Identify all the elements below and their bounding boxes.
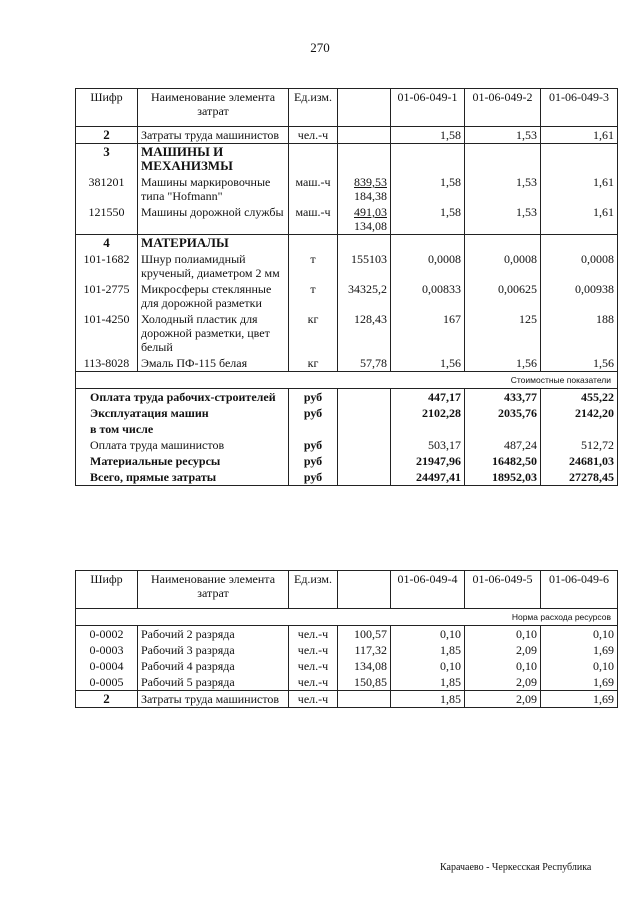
row-value xyxy=(541,235,618,252)
row-value: 1,58 xyxy=(391,127,465,144)
row-name: МАТЕРИАЛЫ xyxy=(138,235,289,252)
row-value: 2,09 xyxy=(465,674,541,691)
summary-value: 27278,45 xyxy=(541,469,618,486)
row-value: 1,56 xyxy=(541,355,618,372)
table-row xyxy=(76,311,618,355)
table-row xyxy=(76,658,618,674)
resource-norm-label: Норма расхода ресурсов xyxy=(76,609,618,626)
row-unit: кг xyxy=(289,311,338,355)
footer-region: Карачаево - Черкесская Республика xyxy=(440,862,592,873)
table-row xyxy=(76,251,618,281)
header-col-a: 01-06-049-1 xyxy=(391,89,465,127)
header-col-price xyxy=(338,571,391,609)
row-price xyxy=(338,281,391,311)
cost-indicators-label: Стоимостные показатели xyxy=(76,372,618,389)
summary-unit xyxy=(289,421,338,437)
row-price xyxy=(338,626,391,643)
header-col-code: Шифр xyxy=(76,89,138,127)
header-col-unit: Ед.изм. xyxy=(289,89,338,127)
row-value: 0,10 xyxy=(465,658,541,674)
row-unit xyxy=(289,235,338,252)
section-note-row xyxy=(76,609,618,626)
row-value: 1,61 xyxy=(541,174,618,204)
row-value: 1,85 xyxy=(391,691,465,708)
row-name: Эмаль ПФ-115 белая xyxy=(138,355,289,372)
row-value: 1,85 xyxy=(391,674,465,691)
summary-unit: руб xyxy=(289,389,338,406)
summary-price xyxy=(338,469,391,486)
page-number: 270 xyxy=(310,40,330,55)
header-row xyxy=(76,89,618,127)
summary-value: 18952,03 xyxy=(465,469,541,486)
row-name: Рабочий 3 разряда xyxy=(138,642,289,658)
row-unit: кг xyxy=(289,355,338,372)
summary-value: 16482,50 xyxy=(465,453,541,469)
section-note-row xyxy=(76,372,618,389)
header-col-c: 01-06-049-3 xyxy=(541,89,618,127)
summary-value: 24681,03 xyxy=(541,453,618,469)
row-code: 381201 xyxy=(76,174,138,204)
row-unit: маш.-ч xyxy=(289,174,338,204)
row-value xyxy=(465,144,541,175)
row-price xyxy=(338,642,391,658)
row-value: 0,10 xyxy=(541,626,618,643)
row-unit: чел.-ч xyxy=(289,642,338,658)
price-value: 57,78 xyxy=(360,356,387,370)
row-code: 2 xyxy=(76,691,138,708)
row-code: 113-8028 xyxy=(76,355,138,372)
row-value: 1,53 xyxy=(465,204,541,235)
summary-value: 512,72 xyxy=(541,437,618,453)
row-value: 0,0008 xyxy=(465,251,541,281)
row-value: 0,0008 xyxy=(391,251,465,281)
header-row xyxy=(76,571,618,609)
row-value xyxy=(391,235,465,252)
row-value: 0,10 xyxy=(465,626,541,643)
cost-table-1 xyxy=(75,88,618,486)
header-col-name: Наименование элемента затрат xyxy=(138,89,289,127)
row-name: Холодный пластик для дорожной разметки, цвет белый xyxy=(138,311,289,355)
summary-price xyxy=(338,389,391,406)
summary-value: 503,17 xyxy=(391,437,465,453)
row-value: 1,69 xyxy=(541,674,618,691)
price-value: 34325,2 xyxy=(348,282,387,296)
summary-name: в том числе xyxy=(76,421,289,437)
row-price xyxy=(338,251,391,281)
row-value xyxy=(541,144,618,175)
row-value: 167 xyxy=(391,311,465,355)
row-price xyxy=(338,204,391,235)
row-value: 125 xyxy=(465,311,541,355)
row-unit: чел.-ч xyxy=(289,658,338,674)
row-price xyxy=(338,691,391,708)
summary-unit: руб xyxy=(289,469,338,486)
summary-unit: руб xyxy=(289,405,338,421)
row-value: 1,53 xyxy=(465,127,541,144)
row-value xyxy=(465,235,541,252)
header-col-code: Шифр xyxy=(76,571,138,609)
row-code: 101-4250 xyxy=(76,311,138,355)
row-value: 1,69 xyxy=(541,691,618,708)
table-row xyxy=(76,174,618,204)
row-code: 0-0005 xyxy=(76,674,138,691)
row-value: 0,10 xyxy=(391,626,465,643)
row-name: Машины маркировочные типа "Hofmann" xyxy=(138,174,289,204)
row-value: 0,00625 xyxy=(465,281,541,311)
row-value: 1,58 xyxy=(391,204,465,235)
header-col-name: Наименование элемента затрат xyxy=(138,571,289,609)
row-name: Рабочий 5 разряда xyxy=(138,674,289,691)
price-value: 155103 xyxy=(351,252,387,266)
row-value: 1,61 xyxy=(541,204,618,235)
summary-name: Всего, прямые затраты xyxy=(76,469,289,486)
summary-row xyxy=(76,453,618,469)
price-value: 134,08 xyxy=(354,659,387,673)
row-value: 1,69 xyxy=(541,642,618,658)
summary-value: 21947,96 xyxy=(391,453,465,469)
header-col-unit: Ед.изм. xyxy=(289,571,338,609)
row-value: 0,00938 xyxy=(541,281,618,311)
table-row xyxy=(76,144,618,175)
summary-value: 487,24 xyxy=(465,437,541,453)
row-code: 0-0002 xyxy=(76,626,138,643)
summary-price xyxy=(338,437,391,453)
summary-value: 447,17 xyxy=(391,389,465,406)
row-code: 2 xyxy=(76,127,138,144)
header-col-price xyxy=(338,89,391,127)
row-name: МАШИНЫ И МЕХАНИЗМЫ xyxy=(138,144,289,175)
summary-row xyxy=(76,469,618,486)
price-value: 839,53 xyxy=(354,175,387,189)
summary-value: 2102,28 xyxy=(391,405,465,421)
row-value: 0,10 xyxy=(391,658,465,674)
cost-table-2 xyxy=(75,570,618,708)
summary-value: 24497,41 xyxy=(391,469,465,486)
table-row xyxy=(76,204,618,235)
row-value: 2,09 xyxy=(465,642,541,658)
row-code: 0-0003 xyxy=(76,642,138,658)
row-value: 1,56 xyxy=(465,355,541,372)
row-name: Рабочий 2 разряда xyxy=(138,626,289,643)
row-code: 4 xyxy=(76,235,138,252)
summary-name: Оплата труда рабочих-строителей xyxy=(76,389,289,406)
row-name: Рабочий 4 разряда xyxy=(138,658,289,674)
row-price xyxy=(338,174,391,204)
row-code: 3 xyxy=(76,144,138,175)
price-value: 491,03 xyxy=(354,205,387,219)
summary-value xyxy=(391,421,465,437)
summary-price xyxy=(338,421,391,437)
summary-name: Материальные ресурсы xyxy=(76,453,289,469)
row-price xyxy=(338,235,391,252)
row-unit: т xyxy=(289,251,338,281)
row-unit: чел.-ч xyxy=(289,674,338,691)
header-col-b: 01-06-049-5 xyxy=(465,571,541,609)
summary-price xyxy=(338,453,391,469)
row-unit: чел.-ч xyxy=(289,691,338,708)
row-value: 0,00833 xyxy=(391,281,465,311)
summary-value: 2035,76 xyxy=(465,405,541,421)
row-unit: чел.-ч xyxy=(289,626,338,643)
row-value: 1,85 xyxy=(391,642,465,658)
summary-value: 2142,20 xyxy=(541,405,618,421)
row-name: Микросферы стеклянные для дорожной разметки xyxy=(138,281,289,311)
row-price xyxy=(338,355,391,372)
row-unit: чел.-ч xyxy=(289,127,338,144)
row-unit: т xyxy=(289,281,338,311)
row-name: Затраты труда машинистов xyxy=(138,127,289,144)
price-value: 128,43 xyxy=(354,312,387,326)
row-value: 1,53 xyxy=(465,174,541,204)
price-wage-value: 134,08 xyxy=(354,219,387,233)
summary-name: Оплата труда машинистов xyxy=(76,437,289,453)
price-value: 150,85 xyxy=(354,675,387,689)
summary-value: 433,77 xyxy=(465,389,541,406)
header-col-b: 01-06-049-2 xyxy=(465,89,541,127)
table-row xyxy=(76,642,618,658)
row-value: 188 xyxy=(541,311,618,355)
summary-value xyxy=(465,421,541,437)
row-price xyxy=(338,674,391,691)
summary-row xyxy=(76,389,618,406)
row-value xyxy=(391,144,465,175)
summary-unit: руб xyxy=(289,453,338,469)
row-price xyxy=(338,658,391,674)
summary-row xyxy=(76,437,618,453)
table-row xyxy=(76,626,618,643)
table-row xyxy=(76,127,618,144)
summary-name: Эксплуатация машин xyxy=(76,405,289,421)
row-value: 1,58 xyxy=(391,174,465,204)
row-value: 1,56 xyxy=(391,355,465,372)
summary-price xyxy=(338,405,391,421)
row-value: 2,09 xyxy=(465,691,541,708)
row-value: 1,61 xyxy=(541,127,618,144)
row-name: Затраты труда машинистов xyxy=(138,691,289,708)
row-unit xyxy=(289,144,338,175)
row-unit: маш.-ч xyxy=(289,204,338,235)
price-value: 117,32 xyxy=(354,643,387,657)
price-value: 100,57 xyxy=(354,627,387,641)
row-value: 0,10 xyxy=(541,658,618,674)
summary-value xyxy=(541,421,618,437)
summary-row xyxy=(76,405,618,421)
row-code: 0-0004 xyxy=(76,658,138,674)
row-price xyxy=(338,311,391,355)
row-name: Машины дорожной службы xyxy=(138,204,289,235)
row-name: Шнур полиамидный крученый, диаметром 2 мм xyxy=(138,251,289,281)
row-code: 121550 xyxy=(76,204,138,235)
summary-unit: руб xyxy=(289,437,338,453)
price-wage-value: 184,38 xyxy=(354,189,387,203)
table-row xyxy=(76,281,618,311)
summary-value: 455,22 xyxy=(541,389,618,406)
header-col-a: 01-06-049-4 xyxy=(391,571,465,609)
header-col-c: 01-06-049-6 xyxy=(541,571,618,609)
table-row xyxy=(76,355,618,372)
table-row xyxy=(76,674,618,691)
table-row xyxy=(76,691,618,708)
row-price xyxy=(338,144,391,175)
row-code: 101-1682 xyxy=(76,251,138,281)
summary-row xyxy=(76,421,618,437)
row-value: 0,0008 xyxy=(541,251,618,281)
row-price xyxy=(338,127,391,144)
table-row xyxy=(76,235,618,252)
row-code: 101-2775 xyxy=(76,281,138,311)
